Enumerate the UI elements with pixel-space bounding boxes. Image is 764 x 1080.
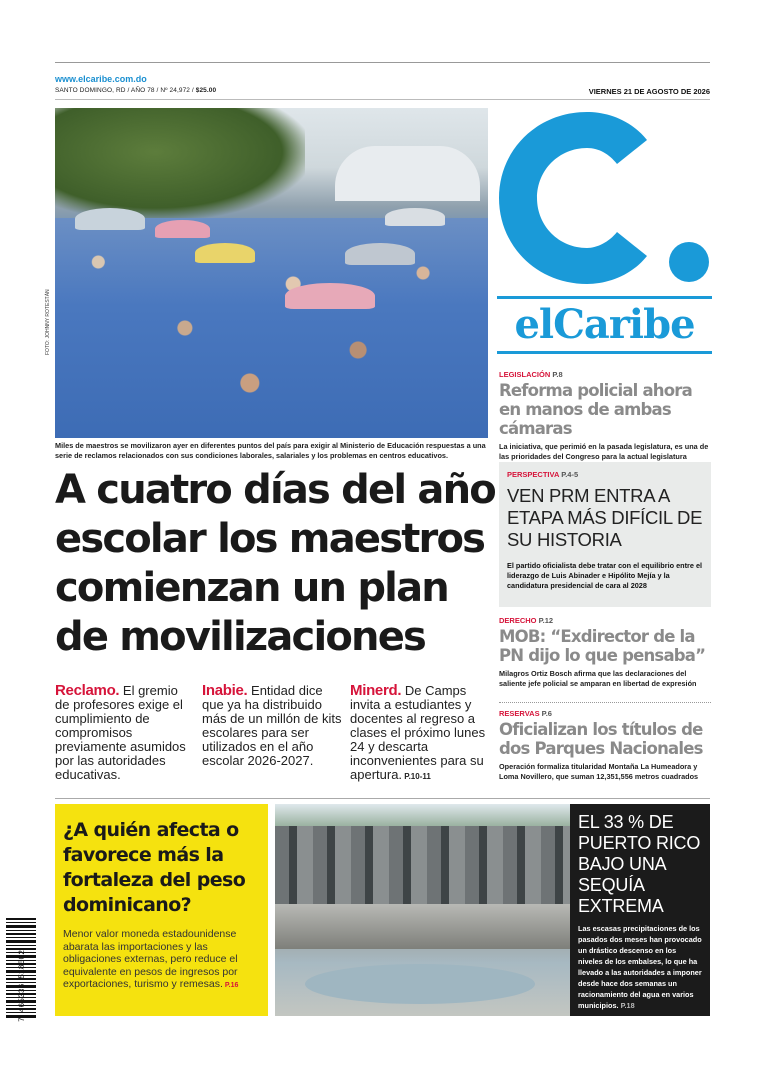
kicker-label: PERSPECTIVA (507, 470, 560, 479)
edition-date: VIERNES 21 DE AGOSTO DE 2026 (588, 87, 710, 96)
barcode-number: 7 465336 518002 (18, 949, 27, 1022)
photo-dam-spillway (275, 904, 570, 949)
dam-photo (275, 804, 570, 1016)
photo-water (305, 964, 535, 1004)
story-derecho[interactable] (499, 616, 711, 689)
story-summary: El partido oficialista debe tratar con el equilibrio entre el liderazgo de Luis Abinader e Hipólito Mejía y la candidatura presidencial de cara al 2028 (507, 561, 703, 590)
page-ref: P.16 (222, 982, 239, 989)
umbrella (285, 283, 375, 309)
logo-wordmark[interactable]: elCaribe (497, 296, 712, 354)
sub-story-text: El gremio de profesores exige el cumplimiento de compromisos previamente asumidos por las autoridades educativas. (55, 683, 186, 782)
sub-story-reclamo[interactable] (55, 684, 195, 782)
page-ref: P.6 (541, 709, 552, 718)
story-summary: Milagros Ortiz Bosch afirma que las declaraciones del saliente jefe policial se amparan en libertad de expresión (499, 669, 697, 688)
story-title: Reforma policial ahora en manos de ambas cámaras (499, 381, 692, 438)
page-ref: P.18 (618, 1001, 635, 1010)
top-rule (55, 62, 710, 63)
section-divider (499, 702, 711, 703)
issue-text: SANTO DOMINGO, RD / AÑO 78 / Nº 24,972 / (55, 87, 194, 94)
logo-c-icon[interactable] (497, 110, 712, 285)
story-reservas[interactable] (499, 709, 711, 782)
umbrella (195, 243, 255, 263)
sub-story-text: De Camps invita a estudiantes y docentes al regreso a clases el próximo lunes 24 y descarta inconvenientes para su apertura. (350, 683, 486, 782)
main-headline[interactable]: A cuatro días del año escolar los maestros comienzan un plan de movilizaciones (55, 467, 495, 660)
masthead-rule (55, 99, 710, 100)
photo-crowd (55, 218, 488, 438)
sub-story-minerd[interactable] (350, 684, 490, 784)
story-question: ¿A quién afecta o favorece más la fortaleza del peso dominicano? (63, 819, 246, 916)
page-ref: P.8 (552, 370, 563, 379)
page-ref: P.10-11 (402, 772, 431, 781)
website-url[interactable]: www.elcaribe.com.do (55, 74, 147, 84)
story-summary-text: Menor valor moneda estadounidense abarata las importaciones y las obligaciones externas, pero reduce el equivalente en pesos de ingresos por exportaciones, turismo y remesas. (63, 928, 238, 990)
story-peso-box[interactable] (55, 804, 268, 1016)
photo-credit: FOTO: JOHNNY ROTESTÁN (45, 289, 51, 355)
sub-story-lead: Reclamo. (55, 682, 120, 699)
sub-story-text: Entidad dice que ya ha distribuido más de un millón de kits escolares para ser utilizados en el año escolar 2026-2027. (202, 683, 342, 768)
section-kicker (499, 616, 711, 625)
photo-caption: Miles de maestros se movilizaron ayer en diferentes puntos del país para exigir al Ministerio de Educación respuestas a una serie de reclamos relacionados con sus condiciones laborales, salariales y los problemas en centros educativos. (55, 441, 486, 460)
section-kicker (507, 470, 703, 479)
sub-story-lead: Inabie. (202, 682, 248, 699)
price: $25.00 (195, 87, 217, 94)
issue-info (55, 87, 216, 94)
bottom-rule (55, 798, 710, 799)
story-perspectiva[interactable] (499, 462, 711, 607)
kicker-label: RESERVAS (499, 709, 540, 718)
story-summary: Operación formaliza titularidad Montaña La Humeadora y Loma Novillero, que suman 12,351,556 metros cuadrados (499, 762, 699, 781)
story-title: MOB: “Exdirector de la PN dijo lo que pensaba” (499, 627, 706, 665)
story-summary-text: Las escasas precipitaciones de los pasados dos meses han provocado un drástico descenso en los niveles de los embalses, lo que ha llevado a las autoridades a imponer desde hace dos semanas un racionamiento del agua en varios municipios. (578, 924, 702, 1010)
kicker-label: LEGISLACIÓN (499, 370, 551, 379)
page-ref: P.12 (538, 616, 554, 625)
section-kicker (499, 709, 711, 718)
story-sequia-box[interactable] (570, 804, 710, 1016)
photo-dam-wall (275, 826, 570, 904)
page-ref: P.4-5 (561, 470, 579, 479)
story-legislacion[interactable] (499, 370, 711, 462)
umbrella (385, 208, 445, 226)
story-title: Oficializan los títulos de dos Parques Nacionales (499, 720, 703, 758)
umbrella (345, 243, 415, 265)
section-kicker (499, 370, 711, 379)
kicker-label: DERECHO (499, 616, 537, 625)
sub-story-lead: Minerd. (350, 682, 402, 699)
photo-trees (55, 108, 305, 218)
story-summary (63, 928, 260, 993)
story-summary: La iniciativa, que perimió en la pasada legislatura, es una de las prioridades del Congreso para la actual legislatura (499, 442, 709, 461)
story-title: EL 33 % DE PUERTO RICO BAJO UNA SEQUÍA EXTREMA (578, 812, 701, 916)
umbrella (75, 208, 145, 230)
sub-story-inabie[interactable] (202, 684, 342, 768)
story-title: VEN PRM ENTRA A ETAPA MÁS DIFÍCIL DE SU HISTORIA (507, 485, 703, 550)
umbrella (155, 220, 210, 238)
main-photo (55, 108, 488, 438)
photo-building (335, 146, 480, 201)
story-summary (578, 923, 702, 1011)
